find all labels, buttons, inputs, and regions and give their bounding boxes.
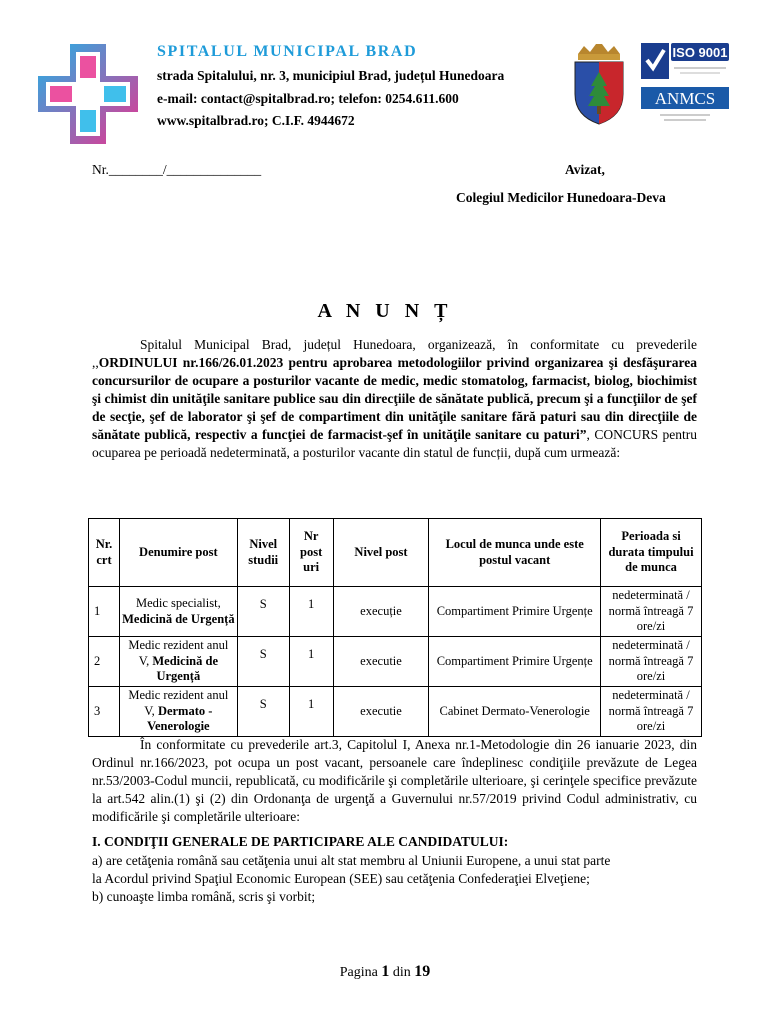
hospital-name: SPITALUL MUNICIPAL BRAD [157,43,418,60]
col-header-nivel-studii: Nivel studii [237,519,289,587]
page-number: 1 [381,963,390,980]
row-posturi: 1 [289,637,333,687]
table-row [89,687,702,737]
col-header-nr-posturi: Nr post uri [289,519,333,587]
row-nr: 1 [89,587,120,637]
row-post: Medic specialist, Medicină de Urgență [119,587,237,637]
row-posturi: 1 [289,687,333,737]
hospital-contact: e-mail: contact@spitalbrad.ro; telefon: 0254.611.600 [157,91,459,106]
row-nivel: executie [333,687,429,737]
row-nivel: executie [333,637,429,687]
list-item: a) are cetăţenia română sau cetăţenia unui alt stat membru al Uniunii Europene, a unui stat parte [92,853,611,868]
row-loc: Cabinet Dermato-Venerologie [429,687,601,737]
conditions-paragraph [92,736,697,826]
row-nivel: execuție [333,587,429,637]
table-header-row [89,519,702,587]
row-studii: S [237,587,289,637]
iso-label: ISO 9001 [672,45,728,60]
row-posturi: 1 [289,587,333,637]
hospital-logo [36,42,140,146]
row-studii: S [237,637,289,687]
intro-paragraph [92,336,697,462]
row-perioada: nedeterminată / normă întreagă 7 ore/zi [601,637,702,687]
col-header-nivel-post: Nivel post [333,519,429,587]
row-studii: S [237,687,289,737]
hospital-address: strada Spitalului, nr. 3, municipiul Brad, județul Hunedoara [157,68,505,83]
section-title: I. CONDIŢII GENERALE DE PARTICIPARE ALE CANDIDATULUI: [92,834,509,849]
intro-lead: Spitalul Municipal Brad, județul Hunedoara, organizează, în conformitate cu prevederile ,, [92,337,697,370]
anmcs-label: ANMCS [654,89,716,108]
anmcs-logo [640,86,730,126]
intro-tail: , CONCURS pentru ocuparea pe perioadă nedeterminată, a posturilor vacante din statul de funcții, după cum urmează: [92,427,697,460]
avizat-label: Avizat, [565,162,605,177]
row-perioada: nedeterminată / normă întreagă 7 ore/zi [601,587,702,637]
document-title: A N U N Ț [317,300,453,322]
page-total: 19 [414,963,431,980]
registration-number: Nr.________/______________ [92,162,262,177]
row-post: Medic rezident anul V, Dermato -Venerologie [119,687,237,737]
col-header-denumire: Denumire post [119,519,237,587]
row-post: Medic rezident anul V, Medicină de Urgență [119,637,237,687]
page-footer [0,963,770,981]
row-nr: 2 [89,637,120,687]
table-row [89,587,702,637]
conditions-text: În conformitate cu prevederile art.3, Capitolul I, Anexa nr.1-Metodologie din 26 ianuarie 2023, din Ordinul nr.166/2023, pot ocupa un post vacant, persoanele care îndeplinesc condiţiile prevăzute de Legea nr.53/2003-Codul muncii, republicată, cu modificările şi completările ulterioare, şi cerinţele specifice prevăzute la art.542 alin.(1) şi (2) din Ordonanţa de urgenţă a Guvernului nr.57/2019 privind Codul administrativ, cu modificările şi completările ulterioare: [92,737,697,824]
row-nr: 3 [89,687,120,737]
footer-middle: din [392,965,411,980]
col-header-perioada: Perioada si durata timpului de munca [601,519,702,587]
city-crest-icon [570,44,628,126]
list-item: b) cunoaşte limba română, scris şi vorbit; [92,889,316,904]
footer-prefix: Pagina [339,965,378,980]
approving-body: Colegiul Medicilor Hunedoara-Deva [456,190,666,205]
row-loc: Compartiment Primire Urgențe [429,637,601,687]
row-perioada: nedeterminată / normă întreagă 7 ore/zi [601,687,702,737]
vacant-posts-table [88,518,702,737]
iso-certification-icon [640,42,730,80]
intro-order-reference: ORDINULUI nr.166/26.01.2023 pentru aprobarea metodologiilor privind organizarea şi desfăşurarea concursurilor de ocupare a posturilor vacante de medic, medic stomatolog, farmacist, biolog, biochimist şi chimist din unităţile sanitare publice sau din direcţiile de sănătate publică, precum şi a funcţiilor de şef de secţie, şef de laborator şi şef de compartiment din unităţile sanitare fără paturi sau din direcţiile de sănătate publică, respectiv a funcţiei de farmacist-şef în unităţile sanitare cu paturi” [92,355,697,442]
col-header-locul: Locul de munca unde este postul vacant [429,519,601,587]
row-loc: Compartiment Primire Urgențe [429,587,601,637]
col-header-nr: Nr. crt [89,519,120,587]
hospital-web-cif: www.spitalbrad.ro; C.I.F. 4944672 [157,113,355,128]
list-item: la Acordul privind Spaţiul Economic European (SEE) sau cetăţenia Confederaţiei Elveţiene; [92,871,590,886]
table-row [89,637,702,687]
